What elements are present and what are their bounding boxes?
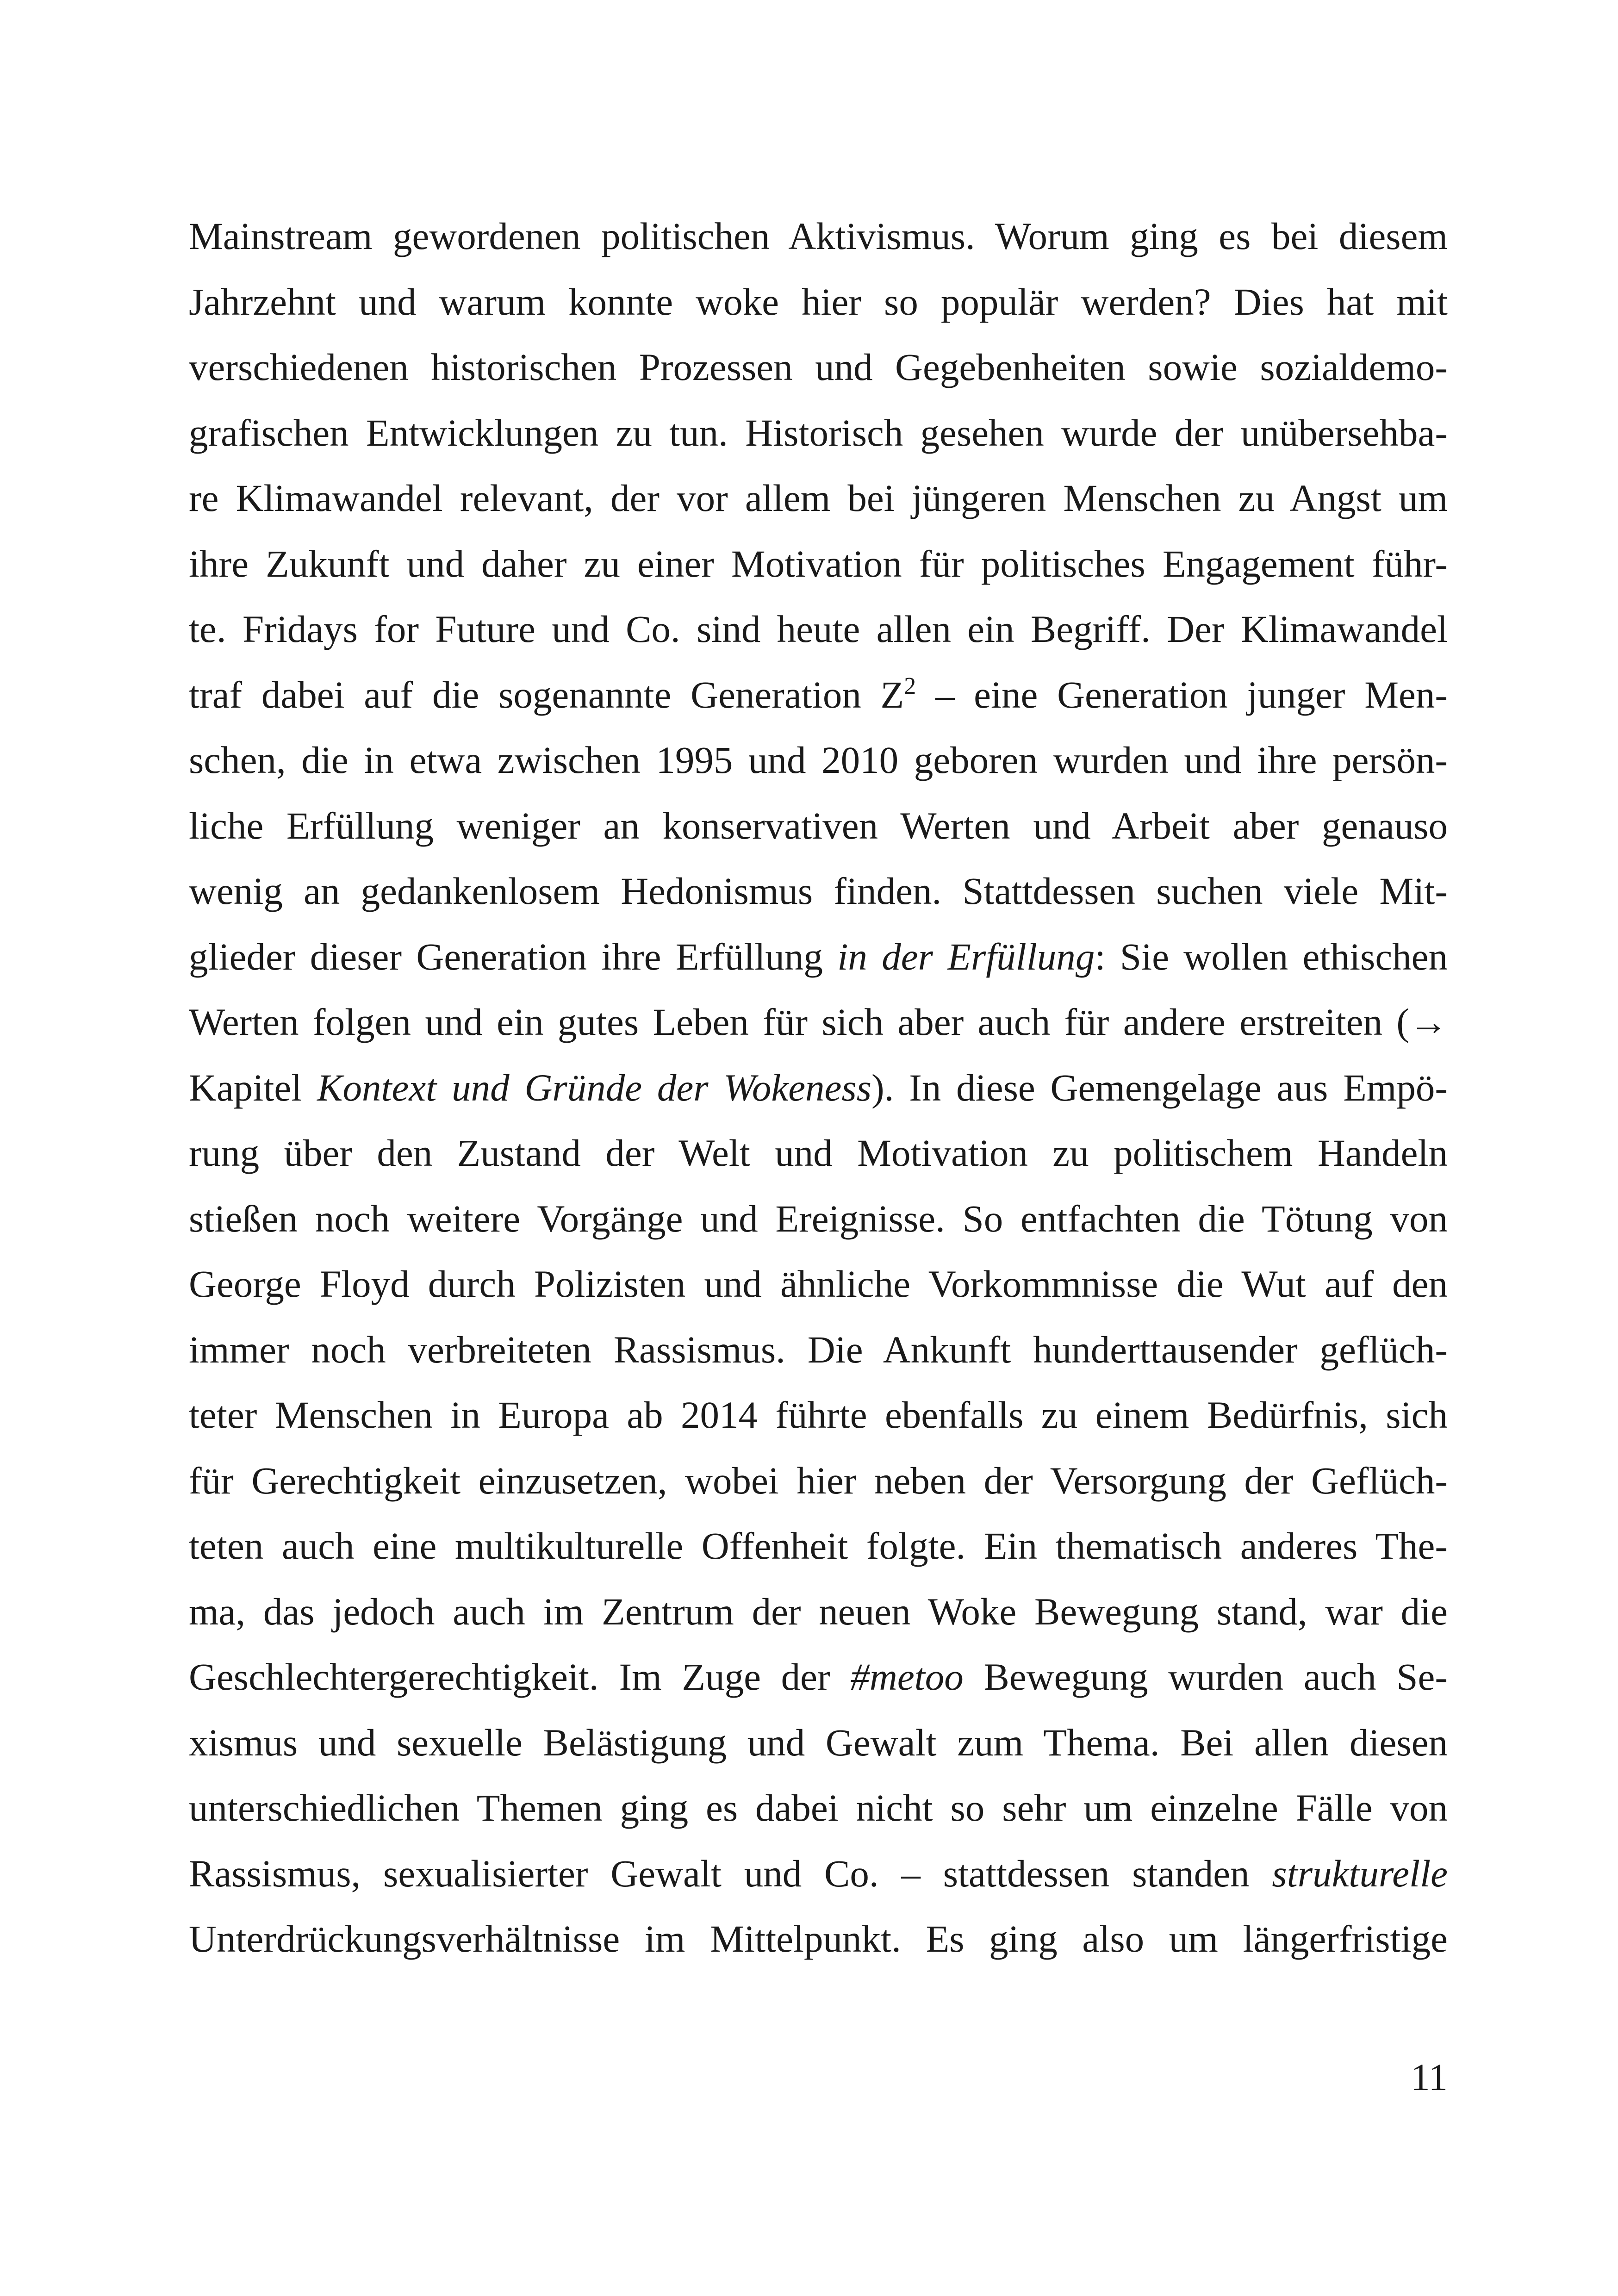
italic-text: in der Erfüllung	[837, 935, 1095, 978]
text-line	[189, 204, 1448, 269]
text-line	[189, 466, 1448, 531]
text-segment: teter Menschen in Europa ab 2014 führte ebenfalls zu einem Bedürfnis, sich	[189, 1394, 1448, 1436]
text-line	[189, 1317, 1448, 1383]
text-line	[189, 662, 1448, 728]
text-line	[189, 924, 1448, 990]
text-line	[189, 269, 1448, 335]
text-line	[189, 989, 1448, 1055]
text-segment: Bewegung wurden auch Se-	[963, 1655, 1448, 1698]
text-segment: verschiedenen historischen Prozessen und Gegebenheiten sowie sozialdemo-	[189, 346, 1448, 388]
text-segment: ma, das jedoch auch im Zentrum der neuen Woke Bewegung stand, war die	[189, 1590, 1448, 1633]
text-segment: Mainstream gewordenen politischen Aktivismus. Worum ging es bei diesem	[189, 215, 1448, 257]
text-line	[189, 859, 1448, 924]
text-segment: ihre Zukunft und daher zu einer Motivation für politisches Engagement führ-	[189, 542, 1448, 585]
text-line	[189, 1382, 1448, 1448]
text-line	[189, 400, 1448, 466]
text-segment: teten auch eine multikulturelle Offenheit folgte. Ein thematisch anderes The-	[189, 1524, 1448, 1567]
text-line	[189, 335, 1448, 400]
text-line	[189, 1055, 1448, 1121]
text-segment: George Floyd durch Polizisten und ähnliche Vorkommnisse die Wut auf den	[189, 1263, 1448, 1305]
text-segment: Rassismus, sexualisierter Gewalt und Co. – stattdessen standen	[189, 1852, 1272, 1895]
text-segment: Kapitel	[189, 1066, 317, 1109]
text-segment: immer noch verbreiteten Rassismus. Die Ankunft hunderttausender geflüch-	[189, 1328, 1448, 1371]
italic-text: #metoo	[850, 1655, 964, 1698]
text-segment: für Gerechtigkeit einzusetzen, wobei hier neben der Versorgung der Geflüch-	[189, 1459, 1448, 1502]
text-segment: grafischen Entwicklungen zu tun. Historisch gesehen wurde der unübersehba-	[189, 411, 1448, 454]
footnote-marker: 2	[904, 672, 916, 699]
text-segment: stießen noch weitere Vorgänge und Ereignisse. So entfachten die Tötung von	[189, 1197, 1448, 1240]
text-line	[189, 1448, 1448, 1514]
text-segment: re Klimawandel relevant, der vor allem bei jüngeren Menschen zu Angst um	[189, 477, 1448, 519]
text-segment: traf dabei auf die sogenannte Generation Z	[189, 673, 904, 716]
text-line	[189, 728, 1448, 793]
text-segment: Unterdrückungsverhältnisse im Mittelpunkt. Es ging also um längerfristige	[189, 1917, 1448, 1960]
text-line	[189, 1120, 1448, 1186]
text-line	[189, 1513, 1448, 1579]
text-line	[189, 793, 1448, 859]
italic-text: Kontext und Gründe der Wokeness	[317, 1066, 871, 1109]
text-segment: te. Fridays for Future und Co. sind heute allen ein Begriff. Der Klimawandel	[189, 608, 1448, 650]
text-segment: liche Erfüllung weniger an konservativen Werten und Arbeit aber genauso	[189, 804, 1448, 847]
text-segment: schen, die in etwa zwischen 1995 und 2010 geboren wurden und ihre persön-	[189, 739, 1448, 781]
text-line	[189, 1906, 1448, 1972]
text-line	[189, 597, 1448, 662]
body-paragraph	[189, 204, 1448, 1972]
text-segment: wenig an gedankenlosem Hedonismus finden. Stattdessen suchen viele Mit-	[189, 870, 1448, 912]
text-line	[189, 1579, 1448, 1645]
text-line	[189, 531, 1448, 597]
text-segment: – eine Generation junger Men-	[916, 673, 1448, 716]
text-segment: rung über den Zustand der Welt und Motivation zu politischem Handeln	[189, 1132, 1448, 1174]
text-segment: Jahrzehnt und warum konnte woke hier so populär werden? Dies hat mit	[189, 280, 1448, 323]
text-segment: xismus und sexuelle Belästigung und Gewalt zum Thema. Bei allen diesen	[189, 1721, 1448, 1764]
page-number: 11	[1411, 2056, 1448, 2098]
text-segment: unterschiedlichen Themen ging es dabei nicht so sehr um einzelne Fälle von	[189, 1786, 1448, 1829]
italic-text: strukturelle	[1272, 1852, 1448, 1895]
text-line	[189, 1644, 1448, 1710]
text-line	[189, 1775, 1448, 1841]
text-line	[189, 1251, 1448, 1317]
text-segment: : Sie wollen ethischen	[1095, 935, 1448, 978]
text-segment: Werten folgen und ein gutes Leben für sich aber auch für andere erstreiten (→	[189, 1001, 1448, 1043]
text-line	[189, 1186, 1448, 1252]
text-line	[189, 1841, 1448, 1907]
text-segment: Geschlechtergerechtigkeit. Im Zuge der	[189, 1655, 851, 1698]
text-segment: glieder dieser Generation ihre Erfüllung	[189, 935, 838, 978]
text-segment: ). In diese Gemengelage aus Empö-	[871, 1066, 1448, 1109]
text-line	[189, 1710, 1448, 1776]
